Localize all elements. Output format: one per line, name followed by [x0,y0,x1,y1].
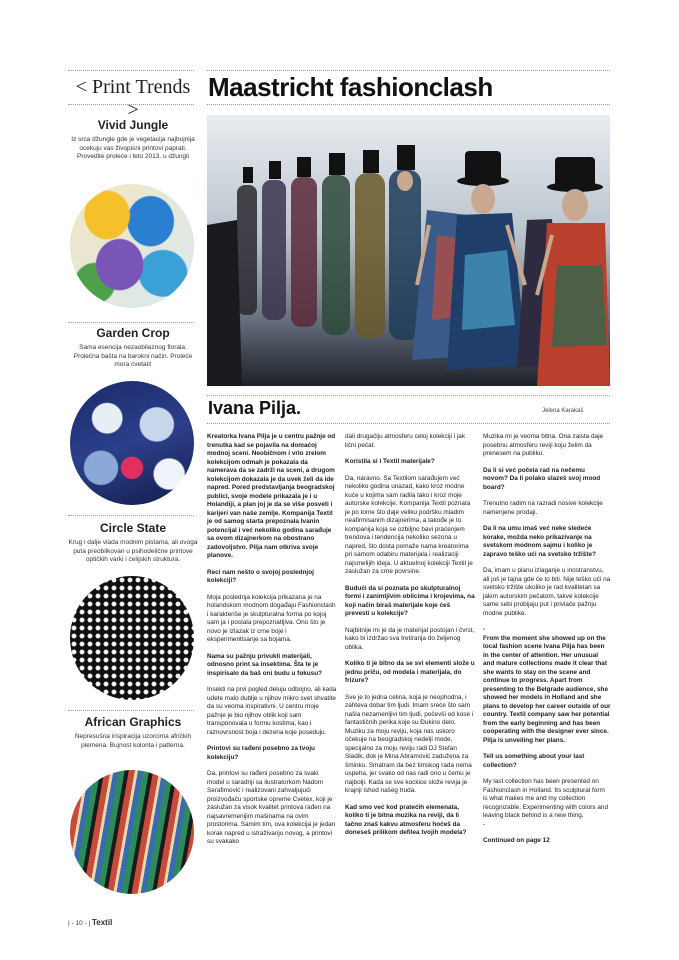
runway-photo [207,115,610,386]
section-title-garden-crop: Garden Crop [96,326,170,340]
divider [207,70,610,71]
article-paragraph: Najbitnije mi je da je materijal postojan i čvrst, kako bi izdržao sva tretiranja do željenog oblika. [345,626,475,651]
section-title-vivid-jungle: Vivid Jungle [97,118,169,132]
section-desc-african-graphics: Nepresušna inspiracija uzorcima afričkih plemena. Bujnost kolorita i patterna. [74,733,192,749]
divider [68,515,194,516]
page-number: | - 10 - | [68,920,91,927]
divider [68,104,194,105]
article-paragraph: Budući da si poznata po skulpturalnoj formi i zanimljivim oblicima i krojevima, na koji način biraš materijale koje ćeš prevesti u kolekcije? [345,584,475,617]
divider [207,395,610,396]
divider [68,710,194,711]
section-desc-circle-state: Krug i dalje vlada modnim pistama, ali ovoga puta preobilkovan u psihodelične printove optičkih varki i ćelijskih struktura. [68,539,198,564]
garden-crop-print-image [70,381,194,505]
sidebar-title: < Print Trends > [75,76,191,121]
divider [68,70,194,71]
african-graphics-print-image [70,770,194,894]
brand-name: Textil [91,918,113,927]
article-paragraph: Sve je to jedna celina, koja je neophodna, i zahteva dobar tim ljudi. Imam sreće što sam našla nezamenljivi tim ljudi, počevši od kose i fantastičnih perika koje su Đukino delo. Muziku za moju reviju, koja nas uskoro očekuje na beogradskoj nedelji mode, specijalno za moju reviju radi DJ Stefan Sladik, dok je Mina Abramović zadužena za šminku. Smatram da bez timskog rada nema uspeha, jer svako od nas radi ono u čemu je najbolji. Kada se sve kockice slože revija je krajnji ishod našeg truda. [345,693,474,794]
article-paragraph: Moja poslednja kolekcija prikazana je na holandskom modnom događaju Fashionclash i karakteriše je skulpturalna forma po kojoj sam ja i postala prepoznatljiva. Ono što je novo je izlazak iz crne boje i eksperimentisanje sa bojama. [207,593,336,643]
divider [207,104,610,105]
article-paragraph: Da li na umu imaš već neke sledeće korake, možda neko prikazivanje na svetskom modnom sajmu i koliko je zapravo teško ući na svetsko tržište? [483,525,596,558]
article-paragraph: Kad smo već kod pratećih elemenata, koliko ti je bitna muzika na reviji, da li tačno znaš kakvu atmosferu hoćeš da doneseš prilikom defilea tvojih modela? [345,803,467,836]
vivid-jungle-print-image [70,184,194,308]
article-paragraph: Koristila si i Textil materijale? [345,458,435,465]
article-column-2 [345,433,475,846]
article-column-1 [207,433,337,855]
runway-photo-illustration [207,115,610,386]
article-paragraph: - From the moment she showed up on the local fashion scene Ivana Pilja has been in the center of attention. Her unusual and mature collections made it clear that she wants to stay on the scene and continue to progress. Apart from presenting to the Belgrade audience, she showed her models in Holland and she plans to develop her career outside of our country. Textil company saw her potential from the early beginning and has been cooperating with the designer ever since. Pilja is unveiling her plans. [483,626,611,744]
author-byline: Jelena Karakaš [542,408,584,414]
article-paragraph: My last collection has been presented on Fashionclash in Holland. Its sculptural form is what makes me and my collection recognizable. Experimenting with colors and leaving black behind is a new thing. - [483,778,609,828]
article-paragraph: dali drugačiju atmosferu celoj kolekciji i jak lični pečat. [345,433,466,449]
article-paragraph: Nama su pažnju privukli materijali, odnosno print sa insektima. Šta te je inspirisalo da baš oni budu u fokusu? [207,652,323,677]
article-paragraph: Da, printovi su rađeni posebno za svaki model u saradnji sa ilustratorkom Nadom Serafimović i realizovani zahvaljujući proizvođaču sportske opreme Cvetex, koji je zaslužan za visok kvalitet printova rađen na najsavremenijim mašinama na ovim prostorima. Samim tim, ova kolekcija je jedan korak napred u istraživanju novog, a printovi su svakako [207,770,336,845]
article-paragraph: Da, imam u planu izlaganje u inostranstvu, ali još je tajna gde će to biti. Nije teško ući na svetsko tržište ukoliko je rad kvalitetan sa jakim autorskim pečatom, takve kolekcije same sebi probijaju put i privlače pažnju modne publike. [483,567,611,617]
article-column-3 [483,433,611,854]
divider [207,423,610,424]
section-title-circle-state: Circle State [99,521,167,535]
section-desc-vivid-jungle: Iz srca džungle gde je vegetacija najbujnija ocekuju vas živopisni printovi paprati. Provedite proleće i leto 2013. u džungli [71,136,195,161]
article-title: Maastricht fashionclash [208,72,493,102]
section-title-african-graphics: African Graphics [84,715,182,729]
article-paragraph: Insekti na prvi pogled deluju odbojno, ali kada udete malo dublje u njihov mikro svet shvatite da su veoma inspirativni. U centru moje pažnje je bio njihov oblik koji sam transponovala u formu kostima, kao i raznovrsnost boja i dezena koje poseduju. [207,686,337,736]
article-paragraph: Da, naravno. Sa Textilom sarađujem već nekoliko godina unazad, kako kroz modne kuće u kojima sam radila tako i kroz moje autorske kolekcije. Kompanija Textil poznata je po tome što daje veliku podršku mladim neafirmisanim dizajnerima, a takođe je to kompanija koja se ozbiljno bavi praćenjem trendova i tendencija nekoliko sezona u napred, što dosta pomaže nama kreatorima pri samom odabiru materijala i realizaciji najsmelijih ideja. U aktuelnoj kolekciji Textil je zaslužan za crne povrsine. [345,474,473,575]
article-subtitle: Ivana Pilja. [208,398,302,418]
article-paragraph: Muzika mi je veoma bitna. Ona zaista daje posebnu atmosferu reviji koju želim da prenesem na publiku. [483,433,604,457]
article-paragraph: Da li si već počela rad na nečemu novom? Da li polako slazeš svoj mood board? [483,466,601,491]
article-paragraph: Tell us something about your last collection? [483,753,585,769]
article-paragraph: Trenutno radim na razradi nosive kolekcije namenjene prodaji. [483,500,603,516]
article-paragraph: Koliko ti je bitno da se svi elementi slože u jednu priču, od modela i materijala, do frizure? [345,660,475,684]
section-desc-garden-crop: Sama esencija nezaobilaznog florala. Prolećna bašta na barokni način. Proleće mora cvetati! [73,344,193,369]
article-paragraph: Continued on page 12 [483,837,550,844]
article-paragraph: Reci nam nešto o svojoj poslednjoj kolekciji? [207,568,314,584]
divider [68,322,194,323]
article-paragraph: Kreatorka Ivana Pilja je u centru pažnje od trenutka kad se pojavila na domaćoj modnoj sceni. Neobičnom i vrlo zrelom kolekcijom odmah je pokazala da namerava da se zadrži na sceni, a drugom kolekcijom dokazala je da uvek želi da ide napred. Pored predstavljanja beogradskoj publici, svoje modele prikazala je i u Holandiji, a plan joj je da se više posveti i karijeri van naše zemlje. Kompanija Textil je od samog starta prepoznala Ivanin potencijal i već nekoliko godina sarađuje sa ovom dizajnerkom na obostrano zadovoljstvo. Pilja nam otkriva svoje planove. [207,433,336,559]
circle-state-print-image [70,576,194,700]
page-footer [68,918,112,927]
article-paragraph: Printovi su rađeni posebno za tvoju kolekciju? [207,745,315,761]
